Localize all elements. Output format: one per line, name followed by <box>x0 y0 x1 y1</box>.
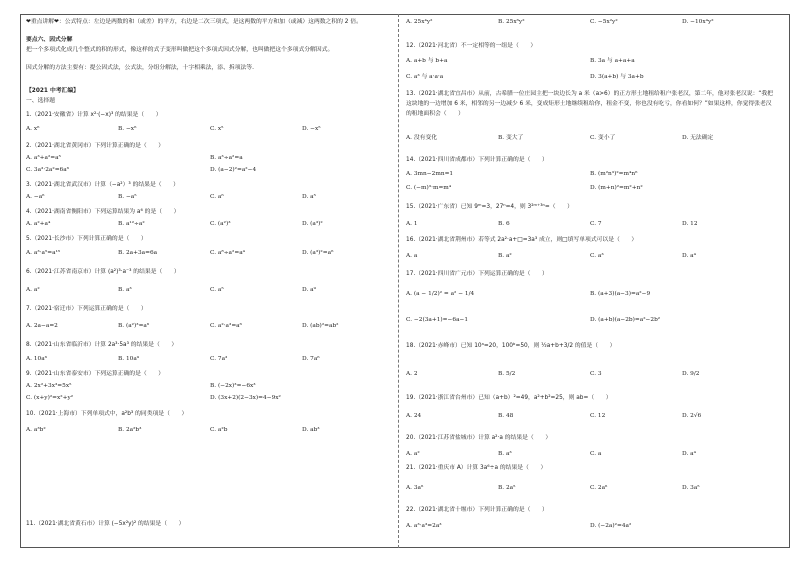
question-7-options <box>26 322 394 336</box>
option-c[interactable]: C. a⁶ <box>210 194 224 200</box>
question-11-options <box>406 18 774 32</box>
question-13: 13.（2021·湖北省宜昌市）从前，古希腊一位庄园主把一块边长为 a 米（a>6）的正方形土地租给租户张老汉，第二年，他对张老汉说：“我把这块地的一边增加 6 米，相邻的另一边减少 6 米，变成矩形土地继续租给你，租金不变，你也没有吃亏，你看如何？”如果这样，你觉得张老汉的租地面积会（ ） <box>406 91 773 117</box>
question-14: 14.（2021·四川省成都市）下列计算正确的是（ ） <box>406 157 548 163</box>
option-c[interactable]: C. a²b <box>210 427 228 433</box>
option-a[interactable]: A. −a⁶ <box>26 194 45 200</box>
option-c[interactable]: C. x⁵ <box>210 126 224 132</box>
option-c[interactable]: C. 7a³ <box>210 356 228 362</box>
question-1-options <box>26 125 394 139</box>
question-16: 16.（2021·湖北省荆州市）若等式 2a²·a+□=3a³ 成立，则□填写单项式可以是（ ） <box>406 237 638 243</box>
option-a[interactable]: A. 10a⁶ <box>26 356 48 362</box>
question-17-options-row2 <box>406 316 774 330</box>
option-a[interactable]: A. (a − 1/2)² = a² − 1/4 <box>406 291 475 297</box>
question-19: 19.（2021·浙江省台州市）已知（a+b）²=49，a²+b²=25，则 ab=（ ） <box>406 395 612 401</box>
option-a[interactable]: A. 没有变化 <box>406 135 438 141</box>
option-a[interactable]: A. a³·a⁵=a¹⁵ <box>26 250 61 256</box>
question-20: 20.（2021·江苏省盐城市）计算 a²·a 的结果是（ ） <box>406 435 552 441</box>
option-a[interactable]: A. a² <box>406 451 420 457</box>
column-divider <box>398 14 399 548</box>
question-13-options <box>406 134 774 148</box>
option-b[interactable]: B. 25x⁶y² <box>498 19 525 25</box>
option-c[interactable]: C. a²·a³=a⁶ <box>210 323 242 329</box>
option-c[interactable]: C. (a²)³ <box>210 221 231 227</box>
option-d[interactable]: D. 7a⁶ <box>302 356 320 362</box>
option-d[interactable]: D. (a−2)²=a²−4 <box>210 167 257 173</box>
option-b[interactable]: B. a¹²÷a² <box>118 221 145 227</box>
option-a[interactable]: A. 24 <box>406 413 422 419</box>
option-c[interactable]: C. (x+y)²=x²+y² <box>26 395 74 401</box>
option-b[interactable]: B. a³÷a²=a <box>210 155 243 161</box>
question-10: 10.（2021·上海市）下列单项式中，a²b³ 的同类项是（ ） <box>26 411 188 417</box>
question-22-options <box>406 522 774 536</box>
option-a[interactable]: A. 2a−a=2 <box>26 323 58 329</box>
question-14-options-row1 <box>406 170 774 184</box>
option-a[interactable]: A. x⁶ <box>26 126 40 132</box>
question-8-options <box>26 355 394 369</box>
option-a[interactable]: A. 25x⁴y² <box>406 19 433 25</box>
option-c[interactable]: C. a <box>590 451 602 457</box>
question-16-options <box>406 252 774 266</box>
methods-paragraph: 因式分解的方法主要有：提公因式法，公式法，分组分解法，十字相乘法，添、拆项法等. <box>26 65 254 71</box>
question-17-options-row1 <box>406 290 774 304</box>
option-c[interactable]: C. 2a⁶ <box>590 485 608 491</box>
option-b[interactable]: B. a² <box>498 253 512 259</box>
subsection-title: 一、选择题 <box>26 98 55 104</box>
option-b[interactable]: B. (−2x)³=−6x³ <box>210 383 256 389</box>
option-a[interactable]: A. 3a⁶ <box>406 485 424 491</box>
question-18-options <box>406 370 774 384</box>
section-heading-factorization: 要点六、因式分解 <box>26 37 73 43</box>
question-3: 3.（2021·湖北省武汉市）计算（−a²）³ 的结果是（ ） <box>26 182 179 188</box>
option-a[interactable]: A. a <box>406 253 418 259</box>
option-a[interactable]: A. 3mn−2mn=1 <box>406 171 454 177</box>
option-b[interactable]: B. 2a⁵ <box>498 485 516 491</box>
option-d[interactable]: D. (m+n)²=m²+n² <box>590 185 643 191</box>
question-15: 15.（2021·广东省）已知 9ᵐ=3，27ⁿ=4，则 3²ᵐ⁺³ⁿ=（ ） <box>406 204 573 210</box>
question-2-options-row2 <box>26 166 394 180</box>
option-b[interactable]: B. 变大了 <box>498 135 524 141</box>
option-d[interactable]: D. 12 <box>682 221 698 227</box>
option-a[interactable]: A. 2x²+3x³=5x⁵ <box>26 383 72 389</box>
option-d[interactable]: D. a⁴ <box>682 451 696 457</box>
question-15-options <box>406 220 774 234</box>
option-c[interactable]: C. a⁸÷a²=a⁴ <box>210 250 245 256</box>
question-6-options <box>26 286 394 300</box>
option-d[interactable]: D. (a+b)(a−2b)=a²−2b² <box>590 317 661 323</box>
option-b[interactable]: B. −a⁵ <box>118 194 137 200</box>
intro-paragraph: ❤重点讲解❤：公式特点：左边是两数的和（或差）的平方，右边是二次三项式，是这两数的平方和加（或减）这两数之积的 2 倍。 <box>26 19 362 25</box>
question-21: 21.（2021·重庆市 A）计算 3a⁶÷a 的结果是（ ） <box>406 465 547 471</box>
option-b[interactable]: B. 3a 与 a+a+a <box>590 58 635 64</box>
option-b[interactable]: B. 48 <box>498 413 514 419</box>
option-c[interactable]: C. 变小了 <box>590 135 616 141</box>
option-d[interactable]: D. 无法确定 <box>682 135 714 141</box>
option-a[interactable]: A. 1 <box>406 221 418 227</box>
question-21-options <box>406 484 774 498</box>
option-b[interactable]: B. 2a+3a=6a <box>118 250 158 256</box>
option-d[interactable]: D. (3x+2)(2−3x)=4−9x² <box>210 395 281 401</box>
question-7: 7.（2021·宿迁市）下列运算正确的是（ ） <box>26 306 147 312</box>
question-4-options <box>26 220 394 234</box>
question-12-options-row1 <box>406 57 774 71</box>
option-c[interactable]: C. 12 <box>590 413 606 419</box>
option-b[interactable]: B. −x⁶ <box>118 126 137 132</box>
option-c[interactable]: C. (−m)³·m=m⁴ <box>406 185 452 191</box>
option-a[interactable]: A. a³+a²=a⁵ <box>26 155 61 161</box>
question-5: 5.（2021·长沙市）下列计算正确的是（ ） <box>26 236 147 242</box>
option-a[interactable]: A. a+b 与 b+a <box>406 58 448 64</box>
option-d[interactable]: D. −x⁵ <box>302 126 321 132</box>
option-b[interactable]: B. (m²n³)²=m⁴n⁶ <box>590 171 638 177</box>
question-5-options <box>26 249 394 263</box>
option-c[interactable]: C. −5x²y² <box>590 19 618 25</box>
section-title: 【2021 中考汇编】 <box>26 88 79 94</box>
option-d[interactable]: D. a⁵ <box>302 194 316 200</box>
question-10-options <box>26 426 394 440</box>
option-d[interactable]: D. −10x⁴y² <box>682 19 714 25</box>
option-a[interactable]: A. a³b² <box>26 427 46 433</box>
option-d[interactable]: D. a⁹ <box>302 287 316 293</box>
question-3-options <box>26 193 394 207</box>
option-a[interactable]: A. 2 <box>406 371 418 377</box>
question-19-options <box>406 412 774 426</box>
option-d[interactable]: D. 9/2 <box>682 371 700 377</box>
option-c[interactable]: C. a³ <box>590 253 604 259</box>
question-6: 6.（2021·江苏省南京市）计算 (a²)³·a⁻³ 的结果是（ ） <box>26 269 180 275</box>
option-a[interactable]: A. a³·a³=2a³ <box>406 523 442 529</box>
question-9-options-row2 <box>26 394 394 408</box>
option-b[interactable]: B. 2a²b³ <box>118 427 142 433</box>
question-1: 1.（2021·安徽省）计算 x²·(−x)³ 的结果是（ ） <box>26 112 162 118</box>
option-b[interactable]: B. a³ <box>118 287 132 293</box>
option-a[interactable]: A. a²+a⁴ <box>26 221 51 227</box>
question-14-options-row2 <box>406 184 774 198</box>
option-b[interactable]: B. 10a⁹ <box>118 356 140 362</box>
question-12: 12.（2021·河北省）不一定相等的一组是（ ） <box>406 43 537 49</box>
option-d[interactable]: D. (−2a)²=4a² <box>590 523 632 529</box>
option-c[interactable]: C. 3a³·2a²=6a⁶ <box>26 167 70 173</box>
definition-paragraph: 把一个多项式化成几个整式的积的形式，像这样的式子变形叫做把这个多项式因式分解，也叫做把这个多项式分解因式。 <box>26 47 334 53</box>
option-d[interactable]: D. a⁴ <box>682 253 696 259</box>
option-d[interactable]: D. 3(a+b) 与 3a+b <box>590 74 644 80</box>
option-d[interactable]: D. 3a⁵ <box>682 485 700 491</box>
option-c[interactable]: C. a⁵ <box>210 287 224 293</box>
question-4: 4.（2021·湖南省衡阳市）下列运算结果为 a⁶ 的是（ ） <box>26 209 180 215</box>
option-d[interactable]: D. (ab)²=ab² <box>302 323 339 329</box>
option-b[interactable]: B. 5/2 <box>498 371 516 377</box>
option-c[interactable]: C. −2(3a+1)=−6a−1 <box>406 317 469 323</box>
option-d[interactable]: D. 2√6 <box>682 413 702 419</box>
question-8: 8.（2021·山东省临沂市）计算 2a³·5a³ 的结果是（ ） <box>26 342 178 348</box>
option-b[interactable]: B. 6 <box>498 221 510 227</box>
option-d[interactable]: D. (a³)²=a⁶ <box>302 250 334 256</box>
option-c[interactable]: C. 7 <box>590 221 602 227</box>
question-22: 22.（2021·湖北省十堰市）下列计算正确的是（ ） <box>406 507 548 513</box>
question-17: 17.（2021·四川省广元市）下列运算正确的是（ ） <box>406 271 548 277</box>
option-c[interactable]: C. 3 <box>590 371 602 377</box>
option-b[interactable]: B. a³ <box>498 451 512 457</box>
option-d[interactable]: D. ab³ <box>302 427 320 433</box>
question-18: 18.（2021·赤峰市）已知 10ᵃ=20，100ᵇ=50，则 ½a+b+3/2 的值是（ ） <box>406 343 616 349</box>
option-b[interactable]: B. (a+3)(a−3)=a²−9 <box>590 291 651 297</box>
question-20-options <box>406 450 774 464</box>
question-11: 11.（2021·湖北省黄石市）计算 (−5x²y)² 的结果是（ ） <box>26 521 185 527</box>
option-c[interactable]: C. a³ 与 a·a·a <box>406 74 444 80</box>
option-d[interactable]: D. (a³)² <box>302 221 323 227</box>
option-b[interactable]: B. (a²)³=a⁶ <box>118 323 150 329</box>
question-12-options-row2 <box>406 73 774 87</box>
option-a[interactable]: A. a² <box>26 287 40 293</box>
question-2: 2.（2021·湖北省黄冈市）下列计算正确的是（ ） <box>26 143 165 149</box>
question-9: 9.（2021·山东省泰安市）下列运算正确的是（ ） <box>26 371 165 377</box>
